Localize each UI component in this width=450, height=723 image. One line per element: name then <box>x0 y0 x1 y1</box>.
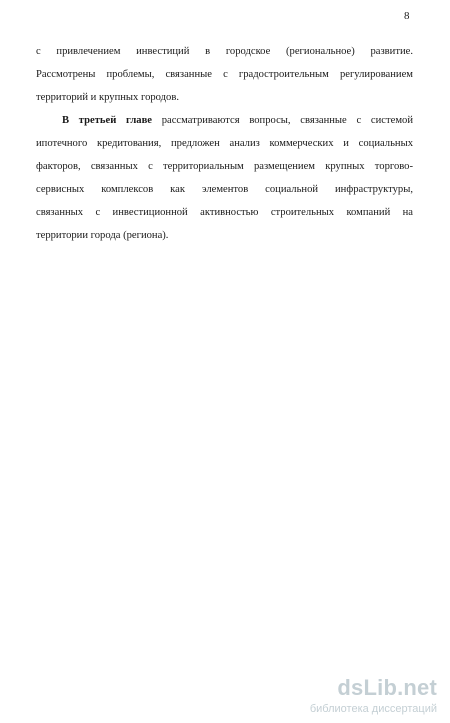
watermark-logo: dsLib.net <box>337 675 437 700</box>
text-line: с привлечением инвестиций в городское (региональное) развитие. <box>36 46 413 57</box>
text-line: связанных с инвестиционной активностью строительных компаний на <box>36 207 413 218</box>
chapter-reference: В третьей главе <box>62 115 152 126</box>
text-line: сервисных комплексов как элементов социальной инфраструктуры, <box>36 184 413 195</box>
text-line: ипотечного кредитования, предложен анализ коммерческих и социальных <box>36 138 413 149</box>
text-span: рассматриваются вопросы, связанные с системой <box>152 115 413 126</box>
watermark-caption: библиотека диссертаций <box>309 703 437 715</box>
text-line: территорий и крупных городов. <box>36 92 179 103</box>
dslib-watermark <box>263 675 443 717</box>
text-line: территории города (региона). <box>36 230 169 241</box>
text-line: Рассмотрены проблемы, связанные с градостроительным регулированием <box>36 69 413 80</box>
text-line-first <box>62 114 413 127</box>
text-line: факторов, связанных с территориальным размещением крупных торгово- <box>36 161 413 172</box>
page-number: 8 <box>404 10 410 22</box>
